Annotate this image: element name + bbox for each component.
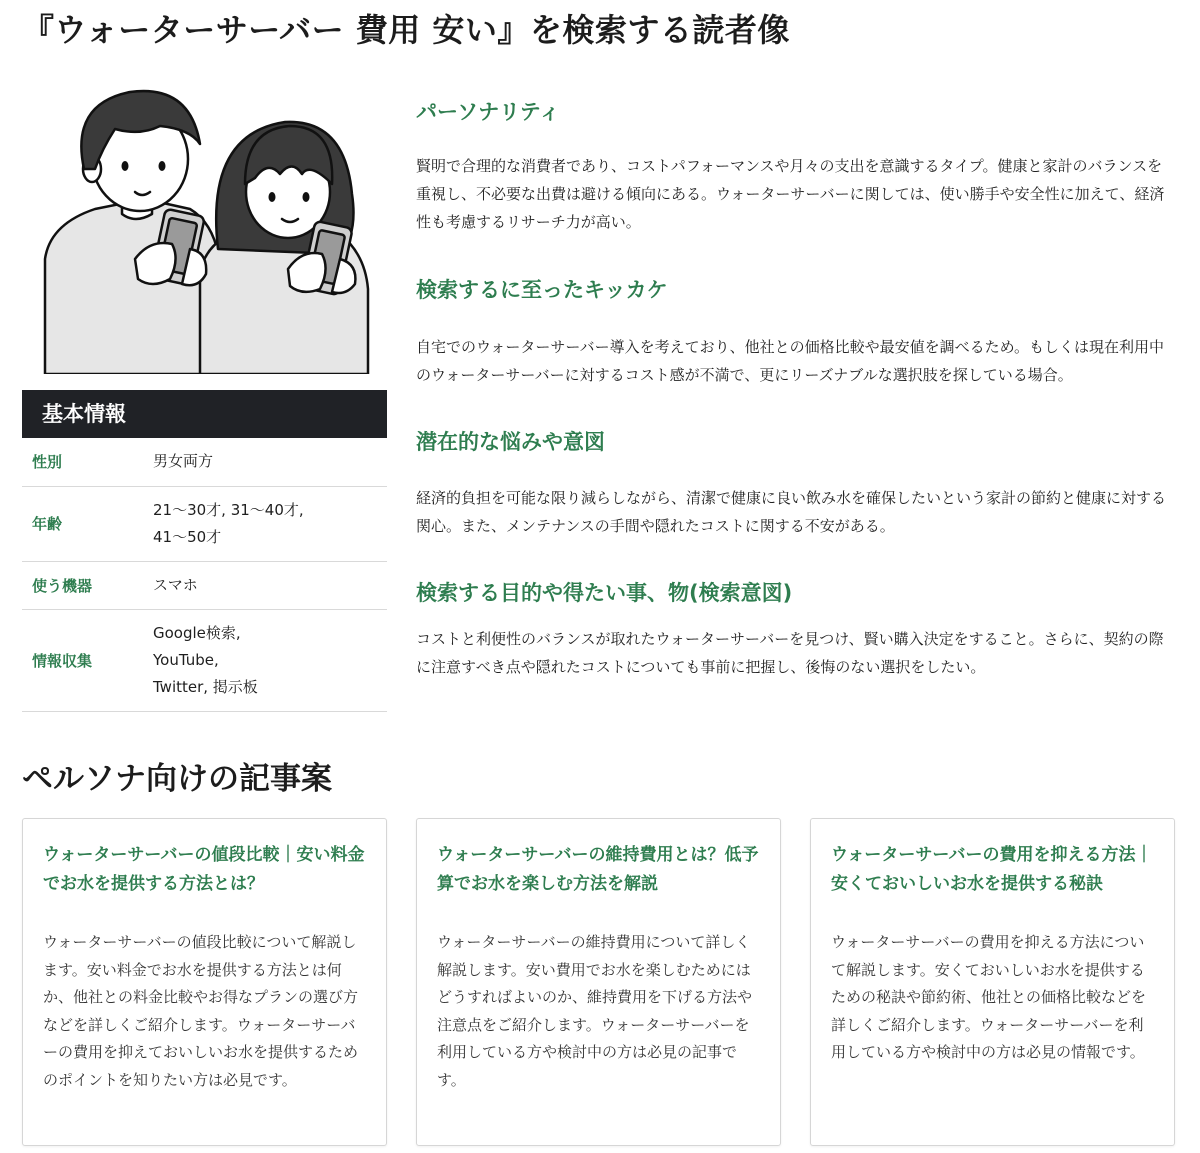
article-card-body: ウォーターサーバーの費用を抑える方法について解説します。安くておいしいお水を提供するための秘訣や節約術、他社との価格比較などを詳しくご紹介します。ウォーターサーバーを利用している方や検討中の方は必見の情報です。	[831, 933, 1147, 1061]
article-card-body: ウォーターサーバーの維持費用について詳しく解説します。安い費用でお水を楽しむためにはどうすればよいのか、維持費用を下げる方法や注意点をご紹介します。ウォーターサーバーを利用している方や検討中の方は必見の記事です。	[437, 933, 753, 1089]
page-title: 『ウォーターサーバー 費用 安い』を検索する読者像	[22, 11, 790, 49]
info-row-gender	[22, 438, 387, 486]
info-value: スマホ	[143, 561, 387, 609]
article-card[interactable]	[22, 818, 387, 1146]
section-latent-concerns	[416, 427, 1176, 540]
section-heading: 検索するに至ったキッカケ	[416, 278, 668, 302]
info-value: Google検索, YouTube, Twitter, 掲示板	[143, 609, 387, 711]
article-card-title[interactable]: ウォーターサーバーの維持費用とは？低予算でお水を楽しむ方法を解説	[437, 845, 759, 894]
info-label: 情報収集	[22, 609, 143, 711]
basic-info-header: 基本情報	[22, 390, 387, 438]
section-body: コストと利便性のバランスが取れたウォーターサーバーを見つけ、賢い購入決定をすること。さらに、契約の際に注意すべき点や隠れたコストについても事前に把握し、後悔のない選択をしたい。	[416, 630, 1164, 676]
article-card-title[interactable]: ウォーターサーバーの値段比較｜安い料金でお水を提供する方法とは？	[43, 845, 365, 894]
info-value: 21〜30才, 31〜40才, 41〜50才	[143, 486, 387, 561]
persona-illustration	[40, 74, 370, 374]
section-heading: パーソナリティ	[416, 100, 561, 124]
info-row-info-gathering	[22, 609, 387, 711]
info-row-device	[22, 561, 387, 609]
article-card[interactable]	[810, 818, 1175, 1146]
info-label: 使う機器	[22, 561, 143, 609]
section-search-intent	[416, 578, 1176, 681]
section-body: 賢明で合理的な消費者であり、コストパフォーマンスや月々の支出を意識するタイプ。健康と家計のバランスを重視し、不必要な出費は避ける傾向にある。ウォーターサーバーに関しては、使い勝手や安全性に加えて、経済性も考慮するリサーチ力が高い。	[416, 157, 1165, 231]
info-label: 性別	[22, 438, 143, 486]
article-card-body: ウォーターサーバーの値段比較について解説します。安い料金でお水を提供する方法とは何か、他社との料金比較やお得なプランの選び方などを詳しくご紹介します。ウォーターサーバーの費用を抑えておいしいお水を提供するためのポイントを知りたい方は必見です。	[43, 933, 359, 1089]
basic-info-card	[22, 390, 387, 712]
info-label: 年齢	[22, 486, 143, 561]
info-value: 男女両方	[143, 438, 387, 486]
article-ideas-title: ペルソナ向けの記事案	[22, 761, 332, 797]
section-body: 自宅でのウォーターサーバー導入を考えており、他社との価格比較や最安値を調べるため。もしくは現在利用中のウォーターサーバーに対するコスト感が不満で、更にリーズナブルな選択肢を探している場合。	[416, 338, 1165, 384]
section-body: 経済的負担を可能な限り減らしながら、清潔で健康に良い飲み水を確保したいという家計の節約と健康に対する関心。また、メンテナンスの手間や隠れたコストに関する不安がある。	[416, 489, 1167, 535]
section-heading: 潜在的な悩みや意図	[416, 430, 605, 454]
section-personality	[416, 97, 1176, 236]
section-heading: 検索する目的や得たい事、物(検索意図)	[416, 581, 793, 605]
article-card[interactable]	[416, 818, 781, 1146]
article-card-title[interactable]: ウォーターサーバーの費用を抑える方法｜安くておいしいお水を提供する秘訣	[831, 845, 1153, 894]
basic-info-table	[22, 438, 387, 712]
info-row-age	[22, 486, 387, 561]
section-trigger	[416, 275, 1176, 389]
